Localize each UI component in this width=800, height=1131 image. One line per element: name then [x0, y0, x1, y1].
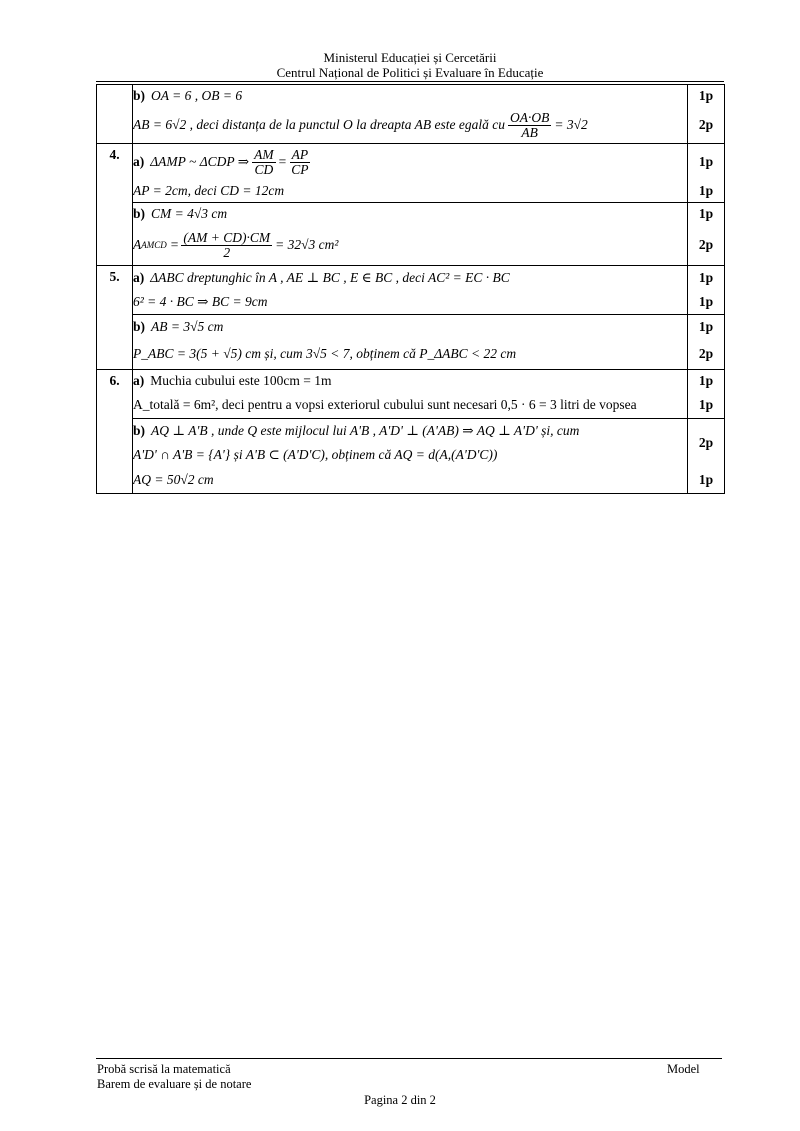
points-value: 1p	[698, 472, 714, 487]
solution-cell	[133, 85, 688, 144]
table-row	[97, 370, 725, 419]
points-value: 2p	[698, 237, 714, 252]
points-cell	[688, 144, 725, 203]
footer-divider	[96, 1058, 722, 1059]
part-label: a)	[133, 270, 145, 285]
fraction: $\frac{AM}{CD}$	[254, 146, 274, 177]
part-label: b)	[133, 206, 146, 221]
item-number: 5.	[97, 266, 133, 370]
part-label: b)	[133, 319, 146, 334]
table-row	[97, 315, 725, 370]
footer-subject: Probă scrisă la matematică	[97, 1062, 231, 1076]
points-cell	[688, 203, 725, 266]
solution-step: Muchia cubului este 100cm = 1m	[150, 373, 332, 388]
points-cell	[688, 370, 725, 419]
solution-step: AQ = 50√2 cm	[133, 472, 214, 487]
solution-cell	[133, 315, 688, 370]
points-value: 1p	[698, 206, 714, 221]
solution-cell: a) ΔAMP ~ ΔCDP ⇒ $\frac{AM}{CD}$ = $\frac{AP}{CP}$ AP = 2cm, deci CD = 12cm	[133, 144, 688, 203]
points-value: 1p	[698, 319, 714, 334]
table-row	[97, 266, 725, 315]
part-label: b)	[133, 88, 146, 103]
points-value: 1p	[698, 294, 714, 309]
item-number: 6.	[97, 370, 133, 494]
solution-result: = 3√2	[554, 117, 588, 132]
points-value: 1p	[698, 183, 714, 198]
footer-model: Model	[667, 1062, 700, 1076]
solution-cell: b) CM = 4√3 cm A AMCD = $\frac{(AM + CD)\cdot CM}{2}$ = 32√3 cm²	[133, 203, 688, 266]
solution-step: AB = 6√2 , deci distanța de la punctul O la dreapta AB este egală cu	[133, 117, 505, 132]
solution-step: OA = 6 , OB = 6	[151, 88, 243, 103]
points-value: 1p	[698, 154, 714, 169]
fraction: $\frac{AP}{CP}$	[291, 146, 309, 177]
solution-step: AB = 3√5 cm	[151, 319, 224, 334]
solution-step: ΔAMP ~ ΔCDP ⇒	[150, 154, 250, 169]
header-center: Centrul Național de Politici și Evaluare în Educație	[276, 65, 544, 80]
points-value: 1p	[698, 88, 714, 103]
solution-cell	[133, 370, 688, 419]
fraction: $\frac{(AM + CD)\cdot CM}{2}$	[183, 229, 271, 260]
solution-step: P_ABC = 3(5 + √5) cm și, cum 3√5 < 7, obținem că P_ΔABC < 22 cm	[133, 346, 517, 361]
footer-doc-type: Barem de evaluare și de notare	[97, 1077, 252, 1091]
table-row	[97, 203, 725, 266]
points-value: 1p	[698, 270, 714, 285]
solution-step: CM = 4√3 cm	[151, 206, 228, 221]
item-number	[97, 85, 133, 144]
points-cell	[688, 85, 725, 144]
barem-table	[96, 84, 725, 494]
header-ministry: Ministerul Educației și Cercetării	[323, 50, 497, 65]
area-subscript: AMCD	[141, 240, 167, 250]
header-divider	[96, 81, 724, 82]
points-value: 1p	[698, 373, 714, 388]
part-label: b)	[133, 423, 146, 438]
part-label: a)	[133, 154, 145, 169]
solution-cell	[133, 419, 688, 494]
points-value: 2p	[698, 117, 714, 132]
solution-step: A_totală = 6m², deci pentru a vopsi exteriorul cubului sunt necesari 0,5 · 6 = 3 litri de vopsea	[133, 397, 637, 412]
table-row	[97, 419, 725, 494]
area-symbol: A	[133, 237, 142, 252]
item-number: 4.	[97, 144, 133, 266]
part-label: a)	[133, 373, 145, 388]
solution-step: AP = 2cm, deci CD = 12cm	[133, 183, 285, 198]
solution-step: ΔABC dreptunghic în A , AE ⊥ BC , E ∈ BC , deci AC² = EC · BC	[150, 270, 510, 285]
solution-step: 6² = 4 · BC ⇒ BC = 9cm	[133, 294, 268, 309]
solution-result: = 32√3 cm²	[275, 237, 339, 252]
points-cell	[688, 315, 725, 370]
points-cell	[688, 419, 725, 494]
points-value: 2p	[698, 435, 714, 450]
solution-cell	[133, 266, 688, 315]
points-cell	[688, 266, 725, 315]
page-number: Pagina 2 din 2	[364, 1093, 436, 1107]
points-value: 1p	[698, 397, 714, 412]
table-row	[97, 144, 725, 203]
table-row	[97, 85, 725, 144]
points-value: 2p	[698, 346, 714, 361]
solution-step: A'D' ∩ A'B = {A'} și A'B ⊂ (A'D'C), obținem că AQ = d(A,(A'D'C))	[133, 447, 498, 462]
fraction: $\frac{OA\cdot OB}{AB}$	[509, 109, 550, 140]
solution-step: AQ ⊥ A'B , unde Q este mijlocul lui A'B , A'D' ⊥ (A'AB) ⇒ AQ ⊥ A'D' și, cum	[151, 423, 580, 438]
